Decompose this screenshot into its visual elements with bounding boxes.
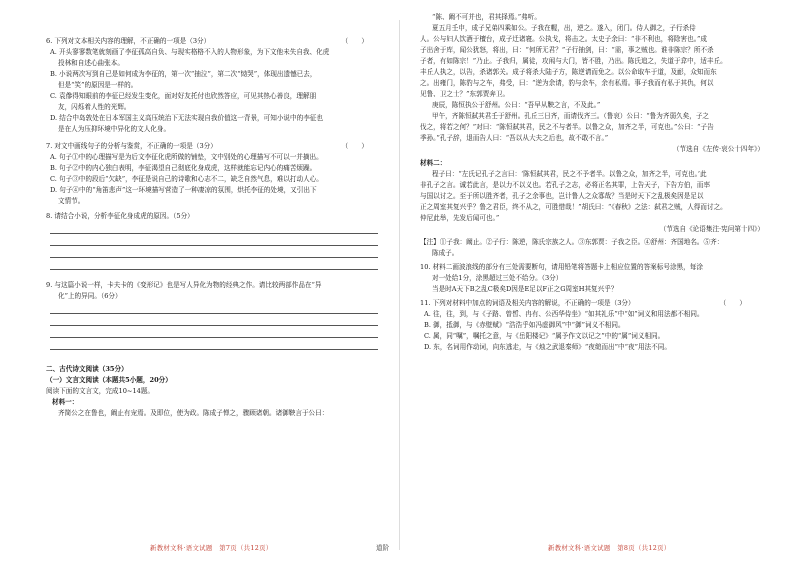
material-two-line: 非孔子之言。诚若此言，是以力不以义也。若孔子之志，必将正名其罪，上告天子，下告方伯，而率 [420, 181, 711, 189]
q6-option-c-cont: 友，闪烁着人性的光辉。 [58, 103, 131, 111]
question-6 [46, 36, 386, 135]
q11-option-c: C. 属，同“嘱”，嘱托之意，与《岳阳楼记》“属予作文以记之”中的“属”词义相同。 [424, 332, 665, 340]
answer-line [50, 302, 378, 314]
answer-line [50, 326, 378, 338]
q6-option-b: B. 小说两次写到自己是如何成为李征的，第一次“抽泣”，第二次“恸哭”，体现出遗憾已去， [50, 70, 317, 78]
q7-option-d-cont: 文情节。 [58, 197, 85, 205]
material-two-line: 仲尼此举，先发后闻可也。” [420, 214, 500, 222]
material-two-line: 程子曰：“左氏记孔子之言曰：‘陈恒弑其君，民之不予者半。以鲁之众，加齐之半，可克也。’此 [432, 170, 707, 178]
q6-option-c: C. 袁傪得知眼前的李征已经发生变化，面对好友托付也欣然答应，可见其热心善良，理解朋 [50, 92, 317, 100]
q10-stem: 10. 材料二画波浪线的部分有三处需要断句，请用铅笔将答题卡上相应位置的答案标号涂黑，每涂 [420, 263, 703, 271]
question-7 [46, 141, 386, 207]
q6-answer-paren: （ ） [341, 37, 368, 45]
q8-stem: 8. 请结合小说，分析李征化身成虎的原因。（5分） [46, 212, 194, 220]
material-two-label: 材料二： [420, 159, 447, 167]
q10-segment-options: 当是时A天下B之乱C极矣D因是E足以F正之G周室H其复兴乎？ [432, 285, 618, 293]
right-page [400, 0, 800, 564]
q6-option-d-cont: 是在人为压抑环境中异化的文人化身。 [58, 125, 171, 133]
side-mark: 道阶 [376, 544, 390, 552]
source-citation: （节选自《左传·哀公十四年》） [672, 145, 764, 153]
q11-option-d: D. 东，名词用作动词，向东逃走，与《烛之武退秦师》“夜缒而出”中“夜”用法不同。 [424, 343, 671, 351]
passage-line: “陈、阚不可并也，君其择焉。”弗听。 [432, 13, 541, 21]
q11-answer-paren: （ ） [719, 299, 746, 307]
q11-option-b: B. 御，抵御，与《赤壁赋》“浩浩乎如冯虚御风”中“御”词义不相同。 [424, 321, 625, 329]
reading-instruction: 阅读下面的文言文，完成10~14题。 [46, 387, 155, 395]
answer-line [50, 314, 378, 326]
right-footer: 新教材文科·语文试题 第8页（共12页） [548, 544, 671, 552]
q6-option-d: D. 结合中岛敦处在日本军国主义高压统治下无法实现自我价值这一背景，可知小说中的李征也 [50, 114, 323, 122]
subsection-heading: （一）文言文阅读（本题共5小题，20分） [46, 376, 172, 384]
passage-line: 子者，有如陈宗！”乃止。子我归，属徒，攻闱与大门，皆不胜，乃出。陈氏追之，失道于弇中，适丰丘。 [420, 57, 727, 65]
passage-line: 季孙。”孔子辞，退而告人曰：“吾以从大夫之后也，故不敢不言。” [420, 134, 609, 142]
q6-option-b-cont: 但是“笑”的原因是一样的。 [58, 81, 138, 89]
left-footer: 新教材文科·语文试题 第7页（共12页） [150, 544, 273, 552]
answer-line [50, 222, 378, 234]
q7-option-d: D. 句子④中的“角笛悲声”这一环境描写营造了一种凄凉的氛围，烘托李征的处境，又引出下 [50, 186, 317, 194]
passage-line: 见鲁、卫之士？”东郭贾奔卫。 [420, 90, 510, 98]
answer-line [50, 258, 378, 270]
source-citation: （节选自《论语集注·宪问第十四》） [659, 225, 764, 233]
passage-line: 丰丘人执之，以告，杀诸郭关。成子将杀大陆子方，陈逆请而免之。以公命取车于道，及耏，众知而东 [420, 68, 717, 76]
annotation-note-cont: 陈成子。 [432, 249, 459, 257]
q6-stem: 6. 下列对文本相关内容的理解，不正确的一项是（3分） [46, 37, 211, 45]
material-one-text: 齐简公之在鲁也，阚止有宠焉。及即位，使为政。陈成子惮之，骤顾诸朝。诸御鞅言于公曰： [58, 409, 329, 417]
answer-line [50, 246, 378, 258]
q11-stem: 11. 下列对材料中加点的词语及相关内容的解说，不正确的一项是（3分） [420, 299, 635, 307]
q7-option-b: B. 句子②中的内心独白表明，李征渴望自己彻底化身成虎，这样就能忘记内心的痛苦烦躁。 [50, 164, 317, 172]
passage-line: 伐之，将若之何？”对曰：“陈恒弑其君，民之不与者半。以鲁之众，加齐之半，可克也。”公曰：“子告 [420, 123, 714, 131]
material-one-label: 材料一： [52, 398, 79, 406]
q7-option-a: A. 句子①中的心理描写是为后文李征化虎所做的铺垫，文中别处的心理描写不可以一并摘出。 [50, 153, 323, 161]
passage-line: 之。出雍门，陈豹与之车，弗受，曰：“逆为余请，豹与余车，余有私焉。事子我而有私于其仇，何以 [420, 79, 714, 87]
material-two-line: 正之周室其复兴乎？鲁之君臣，终不从之，可胜惜哉！”胡氏曰：“《春秋》之法：弑君之贼，人得而讨之。 [420, 203, 727, 211]
q10-stem-cont: 对一处给1分，涂黑超过三处不给分。（3分） [432, 274, 563, 282]
q7-option-c: C. 句子③中的段后“欠缺”，李征是说自己的诗歌和心志不二，缺乏自然气息，难以打动人心。 [50, 175, 323, 183]
q7-answer-paren: （ ） [341, 142, 368, 150]
passage-line: 夏五月壬申，成子兄弟四乘如公。子我在幄，出，逆之。遂入，闭门。侍人御之，子行杀侍 [432, 24, 696, 32]
section-heading: 二、古代诗文阅读（35分） [46, 365, 128, 373]
q6-option-a-cont: 投林和自述心曲张本。 [58, 59, 124, 67]
passage-line: 甲午，齐陈恒弑其君壬于舒州。孔丘三日齐，而请伐齐三。（鲁哀）公曰：“鲁为齐弱久矣，子之 [432, 112, 710, 120]
q11-option-a: A. 往，往，到，与《子路、曾皙、冉有、公西华侍坐》“如其礼乐”中“如”词义和用法都不相同。 [424, 310, 704, 318]
q9-stem-cont: 化”上的异同。（6分） [58, 292, 122, 300]
q9-stem: 9. 与这篇小说一样，卡夫卡的《变形记》也是写人异化为物的经典之作。请比较两部作品在“异 [46, 281, 322, 289]
answer-line [50, 234, 378, 246]
q7-stem: 7. 对文中画线句子的分析与鉴赏，不正确的一项是（3分） [46, 142, 217, 150]
passage-line: 子出舍于库，闻公犹怒，将出，曰：“何所无君？”子行抽剑，曰：“需，事之贼也。谁非陈宗？所不杀 [420, 46, 714, 54]
annotation-note: 【注】①子我：阚止。②子行：陈逆，陈氏宗族之人。③东郭贾：子我之臣。④舒州：齐国地名。⑤齐： [420, 238, 724, 246]
answer-line [50, 338, 378, 350]
question-8 [46, 211, 386, 270]
passage-line: 人。公与妇人饮酒于檀台，成子迁诸寝。公执戈，将击之。太史子余曰：“非不利也，将除害也。”成 [420, 35, 707, 43]
question-9 [46, 280, 386, 350]
q6-option-a: A. 开头寥寥数笔就刻画了李征孤高自负、与现实格格不入的人物形象，为下文他未失自我、化虎 [50, 48, 330, 56]
material-two-line: 与国以讨之。至于所以胜齐者，孔子之余事也，岂计鲁人之众寡哉？当是时天下之乱极矣因是足以 [420, 192, 704, 200]
passage-line: 庚辰，陈恒执公于舒州。公曰：“吾早从鞅之言，不及此。” [432, 101, 601, 109]
